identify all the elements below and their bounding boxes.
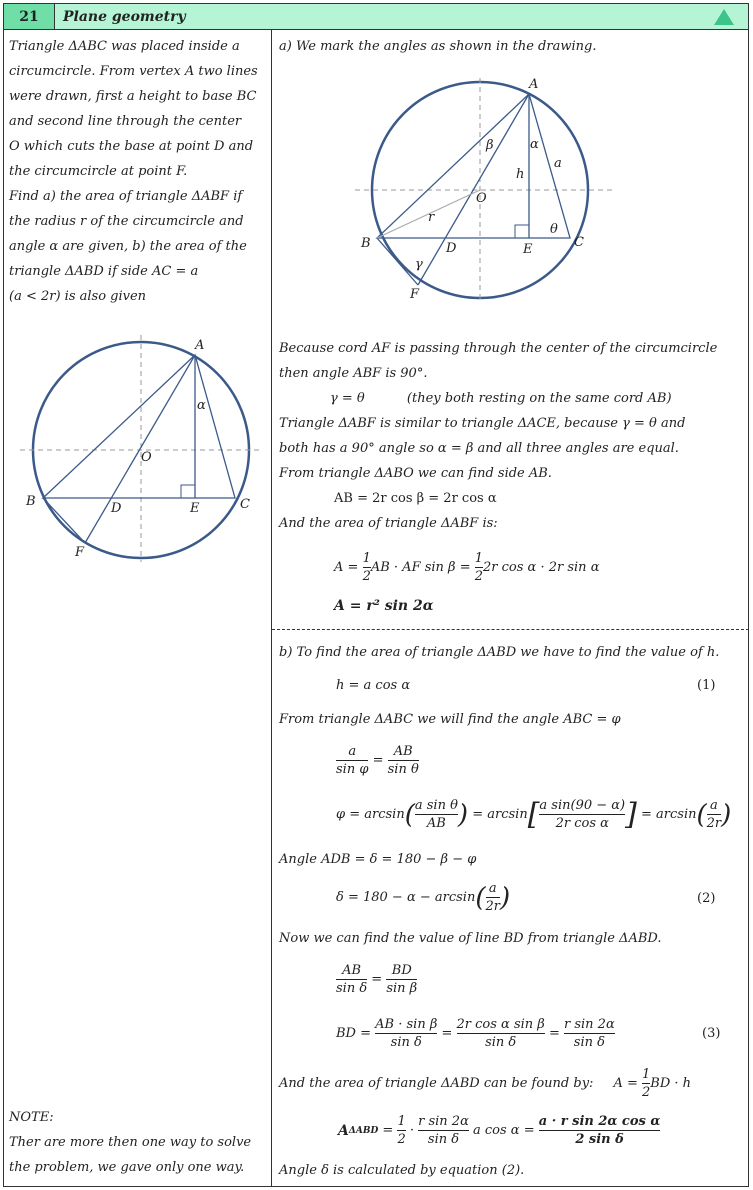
note (9, 1105, 251, 1180)
section-divider (272, 629, 749, 630)
label-theta: θ (550, 222, 558, 237)
part-b-text-3: Now we can find the value of line BD from triangle ΔABD. (279, 931, 662, 946)
problem-line: (a < 2r) is also given (9, 289, 147, 304)
text-line: then angle ABF is 90°. (279, 366, 428, 381)
right-figure (355, 72, 615, 304)
problem-line: the circumcircle at point F. (9, 164, 188, 179)
label-a: A (195, 338, 205, 353)
problem-line: Find a) the area of triangle ΔABF if (9, 189, 243, 204)
label-d: D (111, 501, 122, 516)
label-b: B (361, 236, 371, 251)
part-b-text-5: Angle δ is calculated by equation (2). (279, 1163, 525, 1178)
label-o: O (476, 191, 487, 206)
label-beta: β (486, 138, 494, 153)
problem-title: Plane geometry (63, 8, 186, 25)
equation-sine-rule-1: a sin φ = AB sin θ (336, 744, 419, 777)
problem-statement (9, 34, 258, 309)
line-bf (43, 498, 85, 543)
equation-phi: φ = arcsin ( a sin θ AB ) = arcsin [ a sin(90 − α) 2r cos α ] = arcsin ( a 2r ) (336, 797, 732, 832)
problem-line: were drawn, first a height to base BC (9, 89, 257, 104)
equation-bd: BD = $\frac{\text{AB · sin β}}{\text{sin δ}}$ = 2r cos α sin β sin δ = r sin 2α sin δ (336, 1017, 615, 1050)
problem-line: and second line through the center (9, 114, 242, 129)
text-line: And the area of triangle ΔABF is: (279, 516, 498, 531)
problem-line: angle α are given, b) the area of the (9, 239, 247, 254)
left-figure (20, 330, 265, 565)
note-line: Ther are more then one way to solve (9, 1135, 252, 1150)
note-line: the problem, we gave only one way. (9, 1160, 245, 1175)
equation-ab: AB = 2r cos β = 2r cos α (334, 491, 497, 506)
text-line: From triangle ΔABO we can find side AB. (279, 466, 552, 481)
label-b: B (26, 494, 36, 509)
problem-line: the radius r of the circumcircle and (9, 214, 244, 229)
text-line: Because cord AF is passing through the center of the circumcircle (279, 341, 718, 356)
label-e: E (190, 501, 200, 516)
column-divider (271, 30, 272, 1187)
triangle-abc (43, 355, 235, 498)
eq-number-3: (3) (702, 1026, 721, 1041)
equation-h: h = a cos α (336, 678, 411, 693)
part-b-text-1: From triangle ΔABC we will find the angle ABC = φ (279, 712, 621, 727)
text-line: both has a 90° angle so α = β and all three angles are equal. (279, 441, 679, 456)
problem-number: 21 (4, 4, 55, 29)
equation-delta: δ = 180 − α − arcsin ( a 2r ) (336, 881, 511, 914)
part-a-intro: a) We mark the angles as shown in the drawing. (279, 39, 597, 54)
equation-sine-rule-2: AB sin δ = BD sin β (336, 963, 418, 996)
label-alpha: α (197, 398, 206, 413)
part-b-text-4: And the area of triangle ΔABD can be found by: A = $\frac{1}{2}$ BD · h (279, 1067, 692, 1100)
label-alpha: α (530, 137, 539, 152)
triangle-abc (377, 94, 570, 238)
part-b-intro: b) To find the area of triangle ΔABD we have to find the value of h. (279, 645, 720, 660)
problem-line: triangle ΔABD if side AC = a (9, 264, 199, 279)
line-bf (377, 238, 418, 285)
line-af (85, 355, 195, 543)
label-gamma: γ (415, 257, 423, 272)
text-line: γ = θ (they both resting on the same cord AB) (330, 391, 672, 406)
label-side-a: a (554, 156, 562, 171)
label-d: D (446, 241, 457, 256)
problem-line: O which cuts the base at point D and (9, 139, 254, 154)
part-a-text (279, 336, 717, 536)
text-line: Triangle ΔABF is similar to triangle ΔACE, because γ = θ and (279, 416, 686, 431)
label-r: r (428, 210, 435, 225)
problem-line: circumcircle. From vertex A two lines (9, 64, 258, 79)
eq-number-2: (2) (697, 891, 716, 906)
part-b-text-2: Angle ADB = δ = 180 − β − φ (279, 852, 477, 867)
label-f: F (75, 545, 85, 560)
label-a: A (529, 77, 539, 92)
result-area-abd: A ΔABD = 1 2 · r sin 2α sin δ a cos α = $\frac{\text{a · r sin 2α cos α}}{\text{2 sin δ}}$ (338, 1114, 661, 1147)
label-o: O (141, 450, 152, 465)
problem-line: Triangle ΔABC was placed inside a (9, 39, 240, 54)
note-title: NOTE: (9, 1110, 54, 1125)
label-c: C (240, 497, 250, 512)
result-area-abf: A = r² sin 2α (334, 598, 434, 614)
eq-number-1: (1) (697, 678, 716, 693)
label-e: E (523, 242, 533, 257)
equation-area-abf: A = $\frac{1}{2}$ AB · AF sin β = $\frac{1}{2}$ 2r cos α · 2r sin α (334, 551, 600, 584)
label-c: C (574, 235, 584, 250)
label-f: F (410, 287, 420, 302)
label-h: h (516, 167, 525, 182)
